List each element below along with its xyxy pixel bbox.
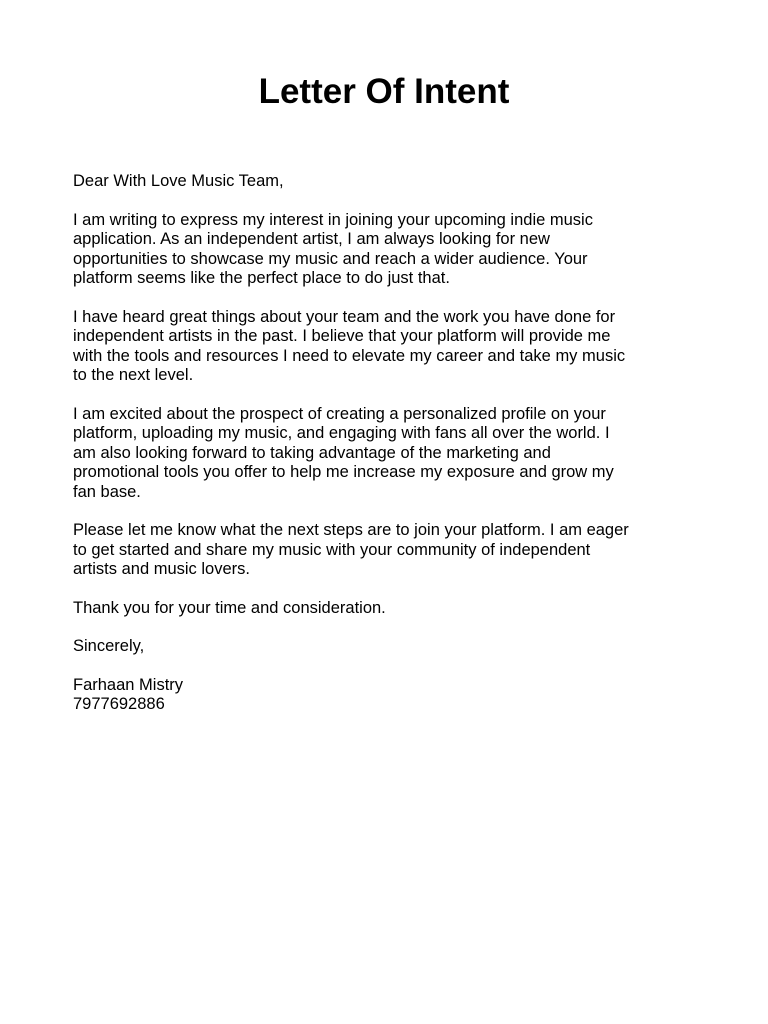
closing: Sincerely,: [73, 637, 145, 655]
paragraph-line: I am writing to express my interest in joining your upcoming indie music: [73, 210, 593, 229]
paragraph-line: to get started and share my music with your community of independent: [73, 540, 591, 559]
salutation: Dear With Love Music Team,: [73, 172, 284, 190]
paragraph-line: Please let me know what the next steps are to join your platform. I am eager: [73, 521, 629, 539]
letter-body: [73, 172, 703, 715]
paragraph-line: platform seems like the perfect place to do just that.: [73, 269, 450, 287]
paragraph-4: [73, 521, 703, 580]
paragraph-line: am also looking forward to taking advantage of the marketing and: [73, 443, 551, 462]
signature-block: [73, 676, 703, 715]
paragraph-line: artists and music lovers.: [73, 560, 250, 578]
paragraph-line: promotional tools you offer to help me increase my exposure and grow my: [73, 463, 614, 481]
paragraph-line: to the next level.: [73, 366, 194, 384]
signer-name: Farhaan Mistry: [73, 675, 184, 694]
paragraph-2: [73, 308, 703, 386]
paragraph-line: I am excited about the prospect of creating a personalized profile on your: [73, 404, 606, 423]
paragraph-line: independent artists in the past. I believe that your platform will provide me: [73, 327, 611, 345]
signer-phone: 7977692886: [73, 695, 165, 713]
paragraph-1: [73, 211, 703, 289]
paragraph-line: with the tools and resources I need to elevate my career and take my music: [73, 346, 626, 365]
paragraph-line: opportunities to showcase my music and reach a wider audience. Your: [73, 249, 588, 268]
thanks-line: Thank you for your time and consideration.: [73, 598, 386, 617]
paragraph-line: application. As an independent artist, I am always looking for new: [73, 230, 550, 248]
paragraph-line: platform, uploading my music, and engaging with fans all over the world. I: [73, 424, 610, 442]
paragraph-line: fan base.: [73, 482, 141, 501]
letter-title: Letter Of Intent: [258, 72, 510, 111]
paragraph-3: [73, 405, 703, 503]
paragraph-line: I have heard great things about your team and the work you have done for: [73, 307, 616, 326]
